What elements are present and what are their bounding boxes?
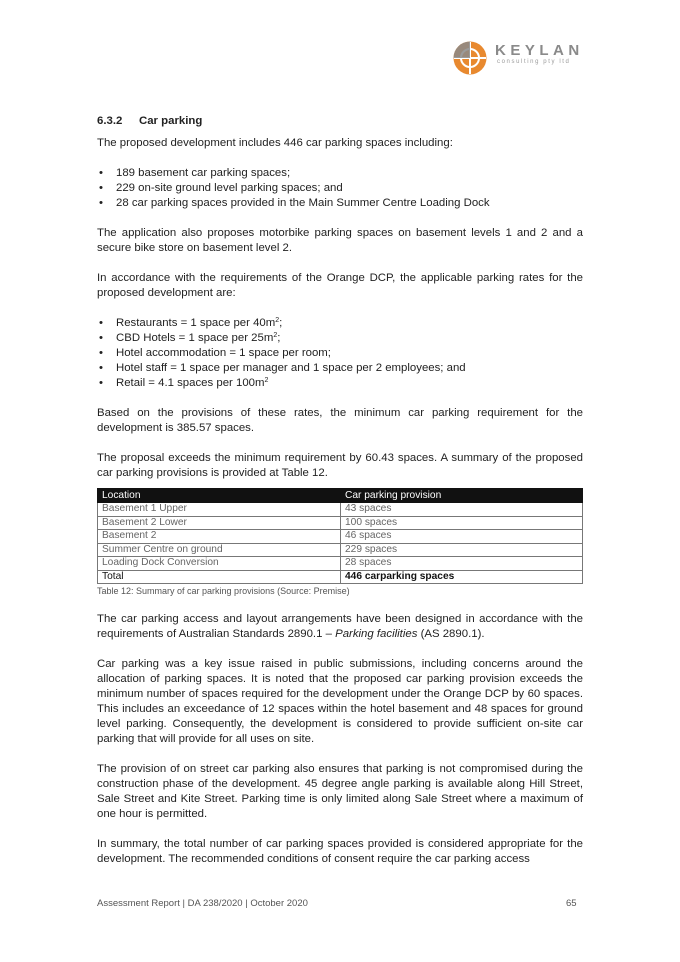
table-row	[98, 530, 583, 544]
minimum-requirement-paragraph: Based on the provisions of these rates, the minimum car parking requirement for the development is 385.57 spaces.	[97, 407, 583, 434]
rate-superscript: 2	[273, 332, 278, 339]
list-item	[97, 331, 583, 346]
section-number: 6.3.2	[97, 115, 123, 127]
rate-text: Retail = 4.1 spaces per 100m	[116, 377, 265, 389]
list-item	[97, 376, 583, 391]
cell-provision: 46 spaces	[341, 530, 583, 544]
rate-text: Hotel accommodation = 1 space per room;	[116, 347, 331, 359]
rates-intro-paragraph: In accordance with the requirements of the Orange DCP, the applicable parking rates for the proposed development are:	[97, 272, 583, 299]
parking-rates-list	[97, 316, 583, 391]
key-issue-paragraph: Car parking was a key issue raised in public submissions, including concerns around the allocation of parking spaces. It is noted that the proposed car parking provision exceeds the minimum number of spaces required for the development under the Orange DCP by 60 spaces. This includes an exceedance of 12 spaces within the hotel basement and 48 spaces for ground level parking. Consequently, the development is considered to provide sufficient on-site car parking that will provide for all uses on site.	[97, 658, 583, 745]
access-text-end: (AS 2890.1).	[417, 628, 485, 640]
table-row	[98, 516, 583, 530]
total-label: Total	[98, 570, 341, 584]
street-parking-paragraph: The provision of on street car parking also ensures that parking is not compromised during the construction phase of the development. 45 degree angle parking is available along Hill Street, Sale Street and Kite Street. Parking time is only limited along Sale Street where a maximum of one hour is permitted.	[97, 763, 583, 820]
cell-location: Basement 1 Upper	[98, 503, 341, 517]
list-item: • 28 car parking spaces provided in the Main Summer Centre Loading Dock	[97, 196, 583, 211]
rate-text: Restaurants = 1 space per 40m	[116, 317, 276, 329]
logo-name: KEYLAN	[495, 42, 584, 59]
rate-suffix: ;	[277, 332, 281, 344]
table-row	[98, 557, 583, 571]
list-item	[97, 316, 583, 331]
footer-report-info: Assessment Report | DA 238/2020 | October 2020	[97, 898, 308, 909]
total-value: 446 carparking spaces	[341, 570, 583, 584]
rate-text: Hotel staff = 1 space per manager and 1 space per 2 employees; and	[116, 362, 466, 374]
rate-text: CBD Hotels = 1 space per 25m	[116, 332, 274, 344]
access-standard-title: Parking facilities	[335, 628, 418, 640]
access-paragraph	[97, 612, 583, 642]
logo-crosshair-icon	[452, 40, 488, 76]
cell-location: Basement 2	[98, 530, 341, 544]
table-total-row	[98, 570, 583, 584]
rate-superscript: 2	[275, 317, 280, 324]
parking-spaces-list	[97, 166, 583, 211]
cell-provision: 43 spaces	[341, 503, 583, 517]
cell-location: Basement 2 Lower	[98, 516, 341, 530]
document-body	[97, 114, 583, 882]
cell-location: Summer Centre on ground	[98, 543, 341, 557]
section-heading	[97, 114, 583, 129]
rate-superscript: 2	[264, 377, 269, 384]
table-row	[98, 543, 583, 557]
motorbike-paragraph: The application also proposes motorbike parking spaces on basement levels 1 and 2 and a secure bike store on basement level 2.	[97, 227, 583, 254]
header-provision: Car parking provision	[341, 489, 583, 503]
page-number: 65	[566, 898, 577, 909]
intro-paragraph: The proposed development includes 446 car parking spaces including:	[97, 137, 453, 149]
table-caption: Table 12: Summary of car parking provisions (Source: Premise)	[97, 586, 350, 596]
cell-provision: 229 spaces	[341, 543, 583, 557]
list-item	[97, 361, 583, 376]
section-title: Car parking	[139, 115, 203, 127]
cell-provision: 28 spaces	[341, 557, 583, 571]
parking-provisions-table	[97, 488, 583, 584]
summary-paragraph: In summary, the total number of car parking spaces provided is considered appropriate for the development. The recommended conditions of consent require the car parking access	[97, 838, 583, 865]
list-item	[97, 346, 583, 361]
company-logo	[452, 40, 592, 74]
access-text: The car parking access and layout arrangements have been designed in accordance with the requirements of Australian Standards 2890.1 –	[97, 613, 583, 640]
cell-location: Loading Dock Conversion	[98, 557, 341, 571]
logo-tagline: consulting pty ltd	[497, 59, 571, 65]
cell-provision: 100 spaces	[341, 516, 583, 530]
rate-suffix: ;	[279, 317, 283, 329]
table-header-row	[98, 489, 583, 503]
list-item: • 189 basement car parking spaces;	[97, 166, 583, 181]
header-location: Location	[98, 489, 341, 503]
table-row	[98, 503, 583, 517]
list-item: • 229 on-site ground level parking spaces; and	[97, 181, 583, 196]
exceeds-paragraph: The proposal exceeds the minimum requirement by 60.43 spaces. A summary of the proposed car parking provisions is provided at Table 12.	[97, 452, 583, 479]
